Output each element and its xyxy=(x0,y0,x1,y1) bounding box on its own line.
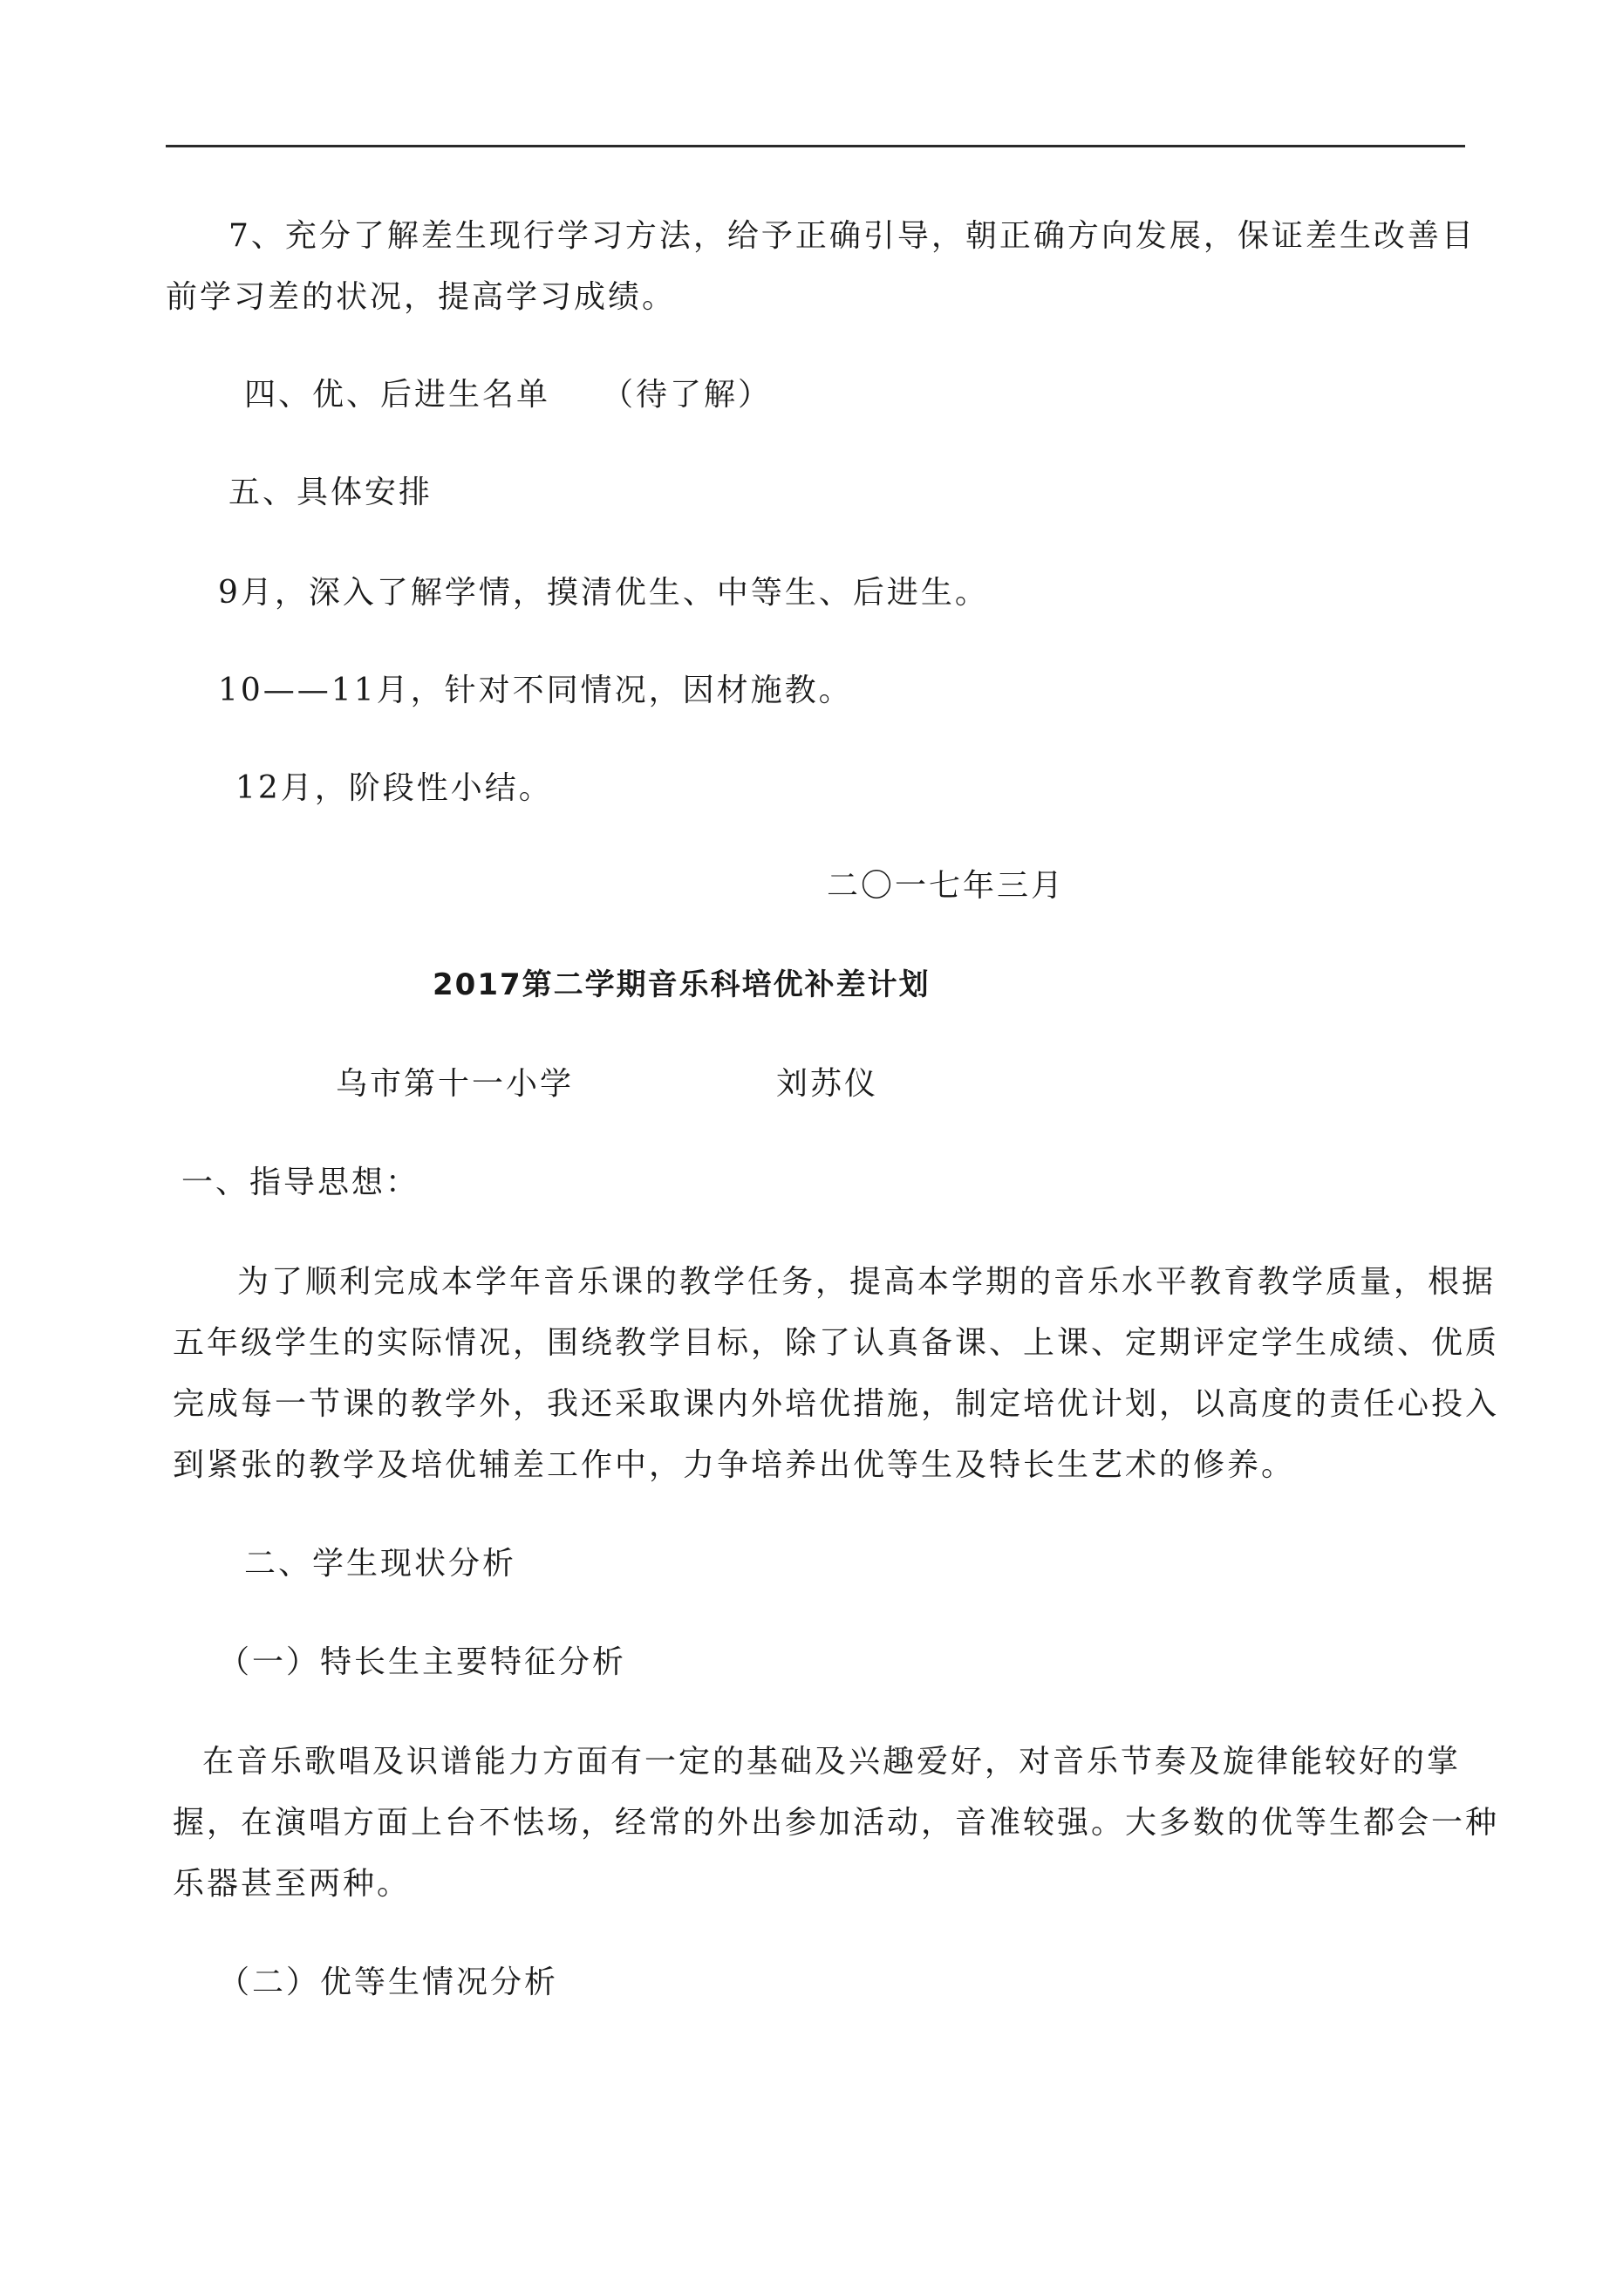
plan-title: 2017第二学期音乐科培优补差计划 xyxy=(433,967,931,1002)
paragraph-7-line-2: 前学习差的状况，提高学习成绩。 xyxy=(166,279,677,315)
section-5-heading: 五、具体安排 xyxy=(228,475,433,510)
subheading-excellent-students: （二）优等生情况分析 xyxy=(218,1965,559,2000)
paragraph-1-line-1: 为了顺利完成本学年音乐课的教学任务，提高本学期的音乐水平教育教学质量，根据 xyxy=(237,1264,1497,1300)
schedule-october-november: 10——11月，针对不同情况，因材施教。 xyxy=(218,673,853,708)
paragraph-1-line-2: 五年级学生的实际情况，围绕教学目标，除了认真备课、上课、定期评定学生成绩、优质 xyxy=(173,1325,1500,1361)
paragraph-2-line-1: 在音乐歌唱及识谱能力方面有一定的基础及兴趣爱好，对音乐节奏及旋律能较好的掌 xyxy=(202,1744,1462,1780)
paragraph-1-line-4: 到紧张的教学及培优辅差工作中，力争培养出优等生及特长生艺术的修养。 xyxy=(173,1447,1296,1483)
paragraph-2-line-2: 握，在演唱方面上台不怯场，经常的外出参加活动，音准较强。大多数的优等生都会一种 xyxy=(173,1805,1500,1841)
section-4-note: （待了解） xyxy=(602,377,773,413)
paragraph-7-line-1: 7、充分了解差生现行学习方法，给予正确引导，朝正确方向发展，保证差生改善目 xyxy=(228,218,1476,254)
author-name: 刘苏仪 xyxy=(776,1066,879,1102)
school-name: 乌市第十一小学 xyxy=(336,1066,575,1102)
paragraph-2-line-3: 乐器甚至两种。 xyxy=(173,1866,412,1902)
schedule-december: 12月，阶段性小结。 xyxy=(235,770,553,806)
heading-guiding-thought: 一、指导思想： xyxy=(181,1165,420,1200)
subheading-specialty-students: （一）特长生主要特征分析 xyxy=(218,1644,627,1680)
heading-student-analysis: 二、学生现状分析 xyxy=(244,1546,517,1582)
document-date: 二〇一七年三月 xyxy=(827,868,1066,904)
schedule-september: 9月，深入了解学情，摸清优生、中等生、后进生。 xyxy=(218,575,989,611)
section-4-heading: 四、优、后进生名单 xyxy=(244,377,551,413)
header-rule xyxy=(166,145,1465,147)
paragraph-1-line-3: 完成每一节课的教学外，我还采取课内外培优措施，制定培优计划，以高度的责任心投入 xyxy=(173,1386,1500,1422)
